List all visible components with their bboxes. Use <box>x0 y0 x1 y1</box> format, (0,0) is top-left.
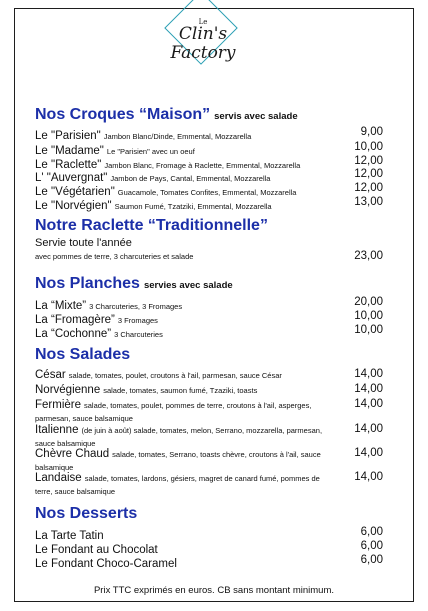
section-planches-title <box>35 275 233 293</box>
raclette-price: 23,00 <box>354 250 383 262</box>
item-price: 14,00 <box>354 398 383 410</box>
item-desc: Le "Parisien" avec un oeuf <box>106 147 195 156</box>
item-price: 12,00 <box>354 182 383 194</box>
section-raclette-title: Notre Raclette “Traditionnelle” <box>35 217 268 234</box>
list-item <box>35 368 383 381</box>
item-name: Norvégienne <box>35 384 101 396</box>
item-name: La “Fromagère” <box>35 314 115 326</box>
item-price: 14,00 <box>354 447 383 459</box>
item-price: 9,00 <box>360 126 383 138</box>
item-desc: salade, tomates, saumon fumé, Tzaziki, toasts <box>103 386 258 395</box>
item-price: 12,00 <box>354 155 383 167</box>
item-price: 10,00 <box>354 141 383 153</box>
list-item <box>35 554 383 572</box>
section-title-text: Nos Croques “Maison” <box>35 106 211 123</box>
item-price: 14,00 <box>354 368 383 380</box>
item-name: Le "Madame" <box>35 145 104 157</box>
list-item <box>35 196 383 214</box>
list-item <box>35 447 383 473</box>
item-price: 14,00 <box>354 423 383 435</box>
item-name: Le "Végétarien" <box>35 186 115 198</box>
section-salades-title: Nos Salades <box>35 346 131 363</box>
list-item <box>35 398 383 424</box>
item-name: Le Fondant Choco-Caramel <box>35 558 177 570</box>
item-price: 20,00 <box>354 296 383 308</box>
item-text <box>35 398 335 424</box>
footer-note: Prix TTC exprimés en euros. CB sans montant minimum. <box>93 585 335 596</box>
item-name: Le "Raclette" <box>35 159 102 171</box>
item-desc: 3 Charcuteries <box>114 330 163 339</box>
item-name: Le "Norvégien" <box>35 200 112 212</box>
item-desc: Saumon Fumé, Tzatziki, Emmental, Mozzarella <box>114 202 272 211</box>
item-desc: Jambon de Pays, Cantal, Emmental, Mozzarella <box>110 174 271 183</box>
item-name: Italienne <box>35 424 79 436</box>
item-desc: Jambon Blanc/Dinde, Emmental, Mozzarella <box>103 132 252 141</box>
item-name: La “Mixte” <box>35 300 87 312</box>
item-text <box>35 423 335 449</box>
item-desc: Guacamole, Tomates Confites, Emmental, Mozzarella <box>117 188 297 197</box>
item-price: 10,00 <box>354 310 383 322</box>
section-desserts-title: Nos Desserts <box>35 505 138 522</box>
item-desc: 3 Charcuteries, 3 Fromages <box>89 302 183 311</box>
item-desc: salade, tomates, lardons, gésiers, magret de canard fumé, pommes de terre, sauce balsamique <box>35 474 320 496</box>
item-text <box>35 447 335 473</box>
item-price: 14,00 <box>354 383 383 395</box>
item-price: 13,00 <box>354 196 383 208</box>
list-item <box>35 324 383 342</box>
item-name: L' "Auvergnat" <box>35 172 108 184</box>
logo-line-1: Clin's <box>178 24 228 44</box>
item-name: César <box>35 369 66 381</box>
item-desc: salade, tomates, poulet, pommes de terre, croutons à l'ail, asperges, parmesan, sauce balsamique <box>35 401 312 423</box>
item-price: 6,00 <box>360 540 383 552</box>
section-subtitle: servies avec salade <box>143 280 233 291</box>
list-item <box>35 471 383 497</box>
item-price: 6,00 <box>360 526 383 538</box>
item-text <box>35 368 335 381</box>
item-text <box>35 471 335 497</box>
item-price: 12,00 <box>354 168 383 180</box>
item-name: Le Fondant au Chocolat <box>35 544 158 556</box>
item-name: La “Cochonne” <box>35 328 112 340</box>
raclette-desc: avec pommes de terre, 3 charcuteries et salade <box>35 252 194 261</box>
logo-line-2: Factory <box>170 43 236 63</box>
item-name: La Tarte Tatin <box>35 530 104 542</box>
section-title-text: Nos Planches <box>35 275 140 292</box>
item-name: Chèvre Chaud <box>35 448 110 460</box>
brand-logo <box>157 0 249 72</box>
item-desc: salade, tomates, poulet, croutons à l'ail, parmesan, sauce César <box>68 371 282 380</box>
item-price: 14,00 <box>354 471 383 483</box>
item-name: Landaise <box>35 472 82 484</box>
list-item <box>35 423 383 449</box>
item-name: Fermière <box>35 399 82 411</box>
item-price: 10,00 <box>354 324 383 336</box>
item-desc: Jambon Blanc, Fromage à Raclette, Emmental, Mozzarella <box>104 161 301 170</box>
item-desc: 3 Fromages <box>117 316 158 325</box>
list-item <box>35 383 383 396</box>
section-croques-title <box>35 106 298 124</box>
item-text <box>35 383 335 396</box>
raclette-line: Servie toute l'année <box>35 237 132 249</box>
item-name: Le "Parisien" <box>35 130 101 142</box>
item-price: 6,00 <box>360 554 383 566</box>
item-desc: (de juin à août) salade, tomates, melon, Serrano, mozzarella, parmesan, sauce balsamique <box>35 426 323 448</box>
section-subtitle: servis avec salade <box>214 111 298 122</box>
logo-prefix: Le <box>198 18 208 26</box>
item-desc: salade, tomates, Serrano, toasts chèvre, croutons à l'ail, sauce balsamique <box>35 450 321 472</box>
